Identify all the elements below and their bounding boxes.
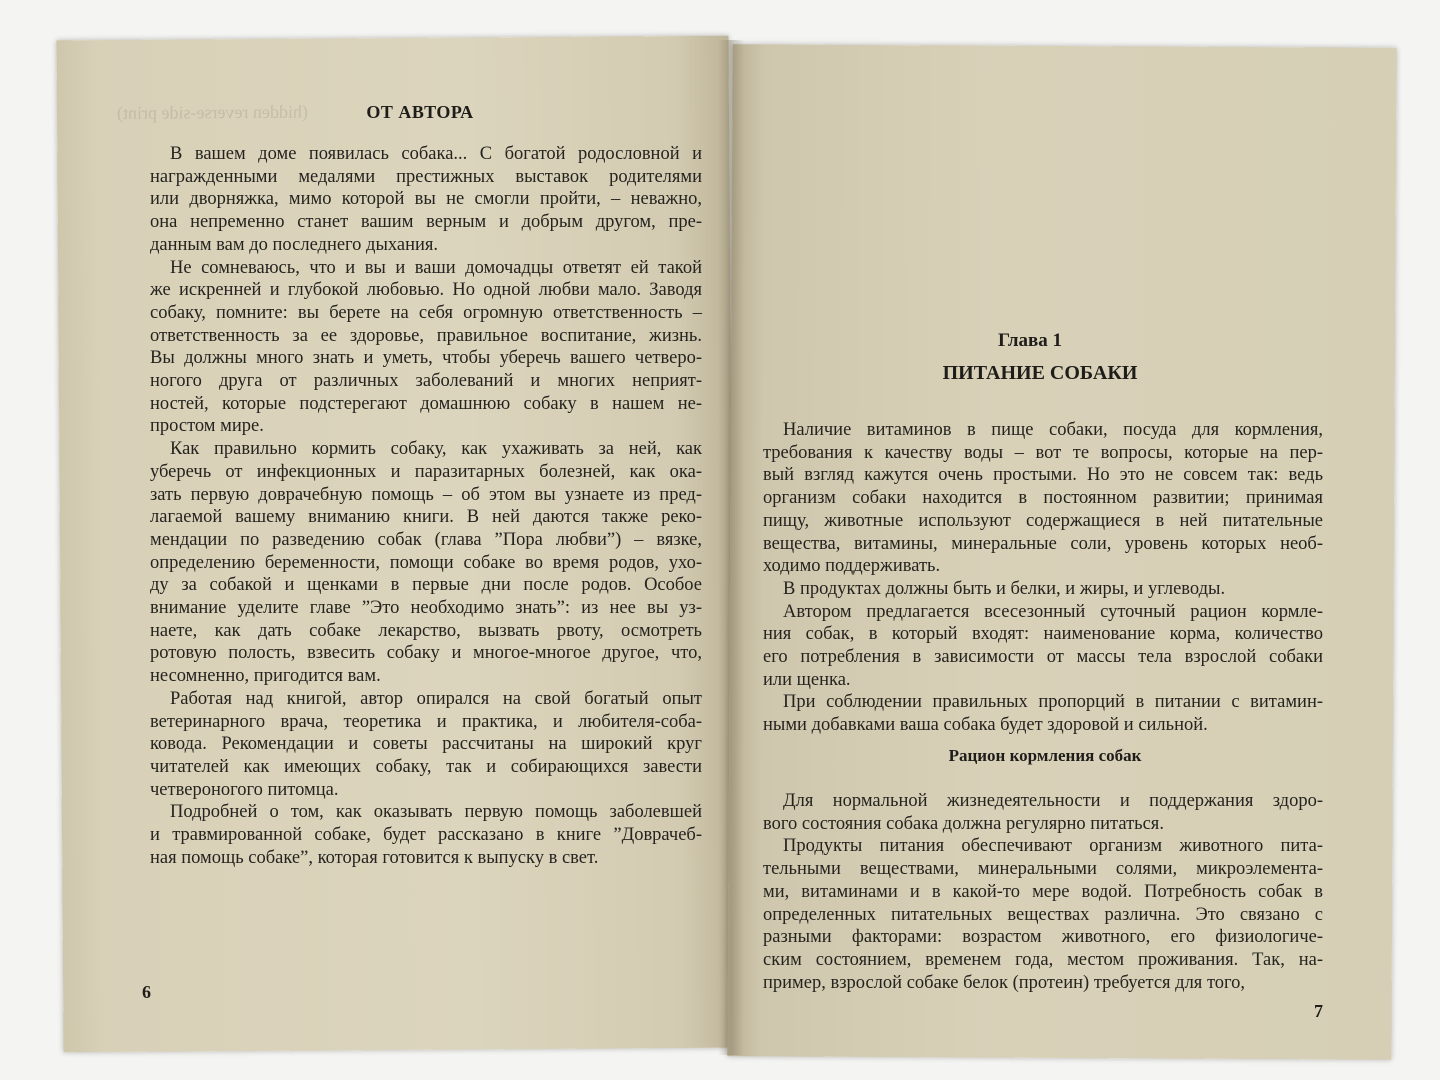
paragraph: [763, 419, 1323, 578]
text-line: ду за собакой и щенками в первые дни после родов. Особое: [150, 575, 702, 596]
text-line: определению беременности, помощи собаке во время родов, ухо-: [150, 552, 702, 573]
paragraph: [150, 143, 702, 257]
right-page-body-2: [763, 790, 1323, 994]
text-line: Наличие витаминов в пище собаки, посуда для кормления,: [783, 420, 1323, 440]
paragraph: [150, 801, 702, 869]
show-through-text: (hidden reverse-side print): [116, 101, 308, 123]
text-line: При соблюдении правильных пропорций в питании с витамин-: [783, 692, 1323, 713]
text-line: пример, взрослой собаке белок (протеин) требуется для того,: [763, 972, 1246, 993]
text-line: простом мире.: [150, 416, 264, 437]
text-line: вый взгляд кажутся очень простыми. Но это не совсем так: ведь: [763, 465, 1323, 486]
section-subheading: Рацион кормления собак: [948, 746, 1142, 765]
text-line: ротовую полость, взвесить собаку и многое-многое другое, что,: [150, 643, 702, 664]
right-page-body-1: [763, 419, 1323, 737]
text-line: ответственность за ее здоровье, правильное воспитание, жизнь.: [150, 325, 702, 346]
text-line: мендации по разведению собак (глава ”Пора любви”) – вязке,: [150, 529, 702, 550]
text-line: ными добавками ваша собака будет здоровой и сильной.: [763, 715, 1208, 736]
text-line: данным вам до последнего дыхания.: [150, 234, 439, 255]
paragraph: [763, 601, 1323, 692]
text-line: тельными веществами, минеральными солями, микроэлемента-: [763, 859, 1323, 880]
text-line: читателей как имеющих собаку, так и собирающихся завести: [150, 756, 702, 777]
text-line: ми, витаминами и в какой-то мере водой. Потребность собак в: [763, 881, 1323, 902]
paragraph: [763, 835, 1323, 994]
chapter-title: ПИТАНИЕ СОБАКИ: [942, 362, 1138, 384]
text-line: разными факторами: возрастом животного, его физиологиче-: [763, 927, 1323, 948]
text-line: внимание уделите главе ”Это необходимо знать”: из нее вы уз-: [150, 598, 702, 619]
text-line: В вашем доме появилась собака... С богатой родословной и: [170, 144, 702, 164]
text-line: же искренней и глубокой любовью. Но одной любви мало. Заводя: [150, 280, 702, 301]
paragraph: [150, 688, 702, 802]
text-line: несомненно, пригодится вам.: [150, 666, 381, 687]
text-line: пищу, животные используют содержащиеся в ней питательные: [763, 510, 1323, 531]
text-line: ским состоянием, временем года, местом проживания. Так, на-: [763, 949, 1323, 970]
text-line: четвероногого питомца.: [150, 779, 339, 800]
text-line: ветеринарного врача, теоретика и практика, и любителя-соба-: [150, 711, 702, 732]
text-line: определенных питательных веществах различна. Это связано с: [763, 904, 1323, 925]
left-page-title: ОТ АВТОРА: [366, 102, 474, 122]
text-line: ная помощь собаке”, которая готовится к выпуску в свет.: [150, 847, 599, 868]
text-line: вещества, витамины, минеральные соли, уровень которых необ-: [763, 533, 1323, 554]
text-line: награжденными медалями престижных выставок родителями: [150, 166, 702, 187]
paragraph: [763, 578, 1323, 601]
left-page-number: 6: [142, 982, 151, 1002]
text-line: ния собак, в который входят: наименование корма, количество: [763, 624, 1323, 645]
text-line: Продукты питания обеспечивают организм животного пита-: [783, 836, 1323, 857]
text-line: Работая над книгой, автор опирался на свой богатый опыт: [170, 688, 702, 709]
text-line: ковода. Рекомендации и советы рассчитаны на широкий круг: [150, 734, 702, 755]
text-line: лагаемой вашему вниманию книги. В ней даются также реко-: [150, 507, 702, 528]
text-line: зать первую доврачебную помощь – об этом вы узнаете из пред-: [150, 484, 702, 505]
text-line: организм собаки находится в постоянном развитии; принимая: [763, 488, 1323, 509]
left-page-body: [150, 143, 702, 870]
paragraph: [763, 691, 1323, 736]
chapter-label: Глава 1: [997, 330, 1063, 351]
text-line: уберечь от инфекционных и паразитарных болезней, как ока-: [150, 461, 702, 482]
text-line: Подробней о том, как оказывать первую помощь заболевшей: [170, 802, 702, 823]
text-line: собаку, помните: вы берете на себя огромную ответственность –: [150, 302, 702, 323]
text-line: Как правильно кормить собаку, как ухаживать за ней, как: [170, 439, 702, 460]
text-line: Вы должны много знать и уметь, чтобы уберечь вашего четверо-: [150, 348, 702, 369]
text-line: Автором предлагается всесезонный суточный рацион кормле-: [783, 601, 1323, 622]
paragraph: [763, 790, 1323, 835]
text-line: В продуктах должны быть и белки, и жиры, и углеводы.: [783, 578, 1226, 599]
text-line: ходимо поддерживать.: [763, 556, 941, 577]
book-gutter: [718, 40, 744, 1055]
text-line: его потребления в зависимости от массы тела взрослой собаки: [763, 647, 1323, 668]
text-line: или дворняжка, мимо которой вы не смогли пройти, – неважно,: [150, 189, 702, 210]
text-line: и травмированной собаке, будет рассказано в книге ”Доврачеб-: [150, 825, 702, 846]
text-line: Для нормальной жизнедеятельности и поддержания здоро-: [783, 791, 1323, 811]
text-line: наете, как дать собаке лекарство, вызвать рвоту, осмотреть: [150, 620, 702, 641]
paragraph: [150, 438, 702, 688]
text-line: вого состояния собака должна регулярно питаться.: [763, 813, 1164, 834]
text-line: или щенка.: [763, 669, 851, 690]
paragraph: [150, 257, 702, 439]
text-line: Не сомневаюсь, что и вы и ваши домочадцы ответят ей такой: [170, 257, 702, 278]
text-line: требования к качеству воды – вот те вопросы, которые на пер-: [763, 442, 1323, 463]
text-line: она непременно станет вашим верным и добрым другом, пре-: [150, 212, 702, 233]
text-line: ностей, которые подстерегают домашнюю собаку в нашем не-: [150, 393, 702, 414]
right-page-number: 7: [1314, 1001, 1323, 1021]
text-line: ногого друга от различных заболеваний и многих неприят-: [150, 371, 702, 392]
